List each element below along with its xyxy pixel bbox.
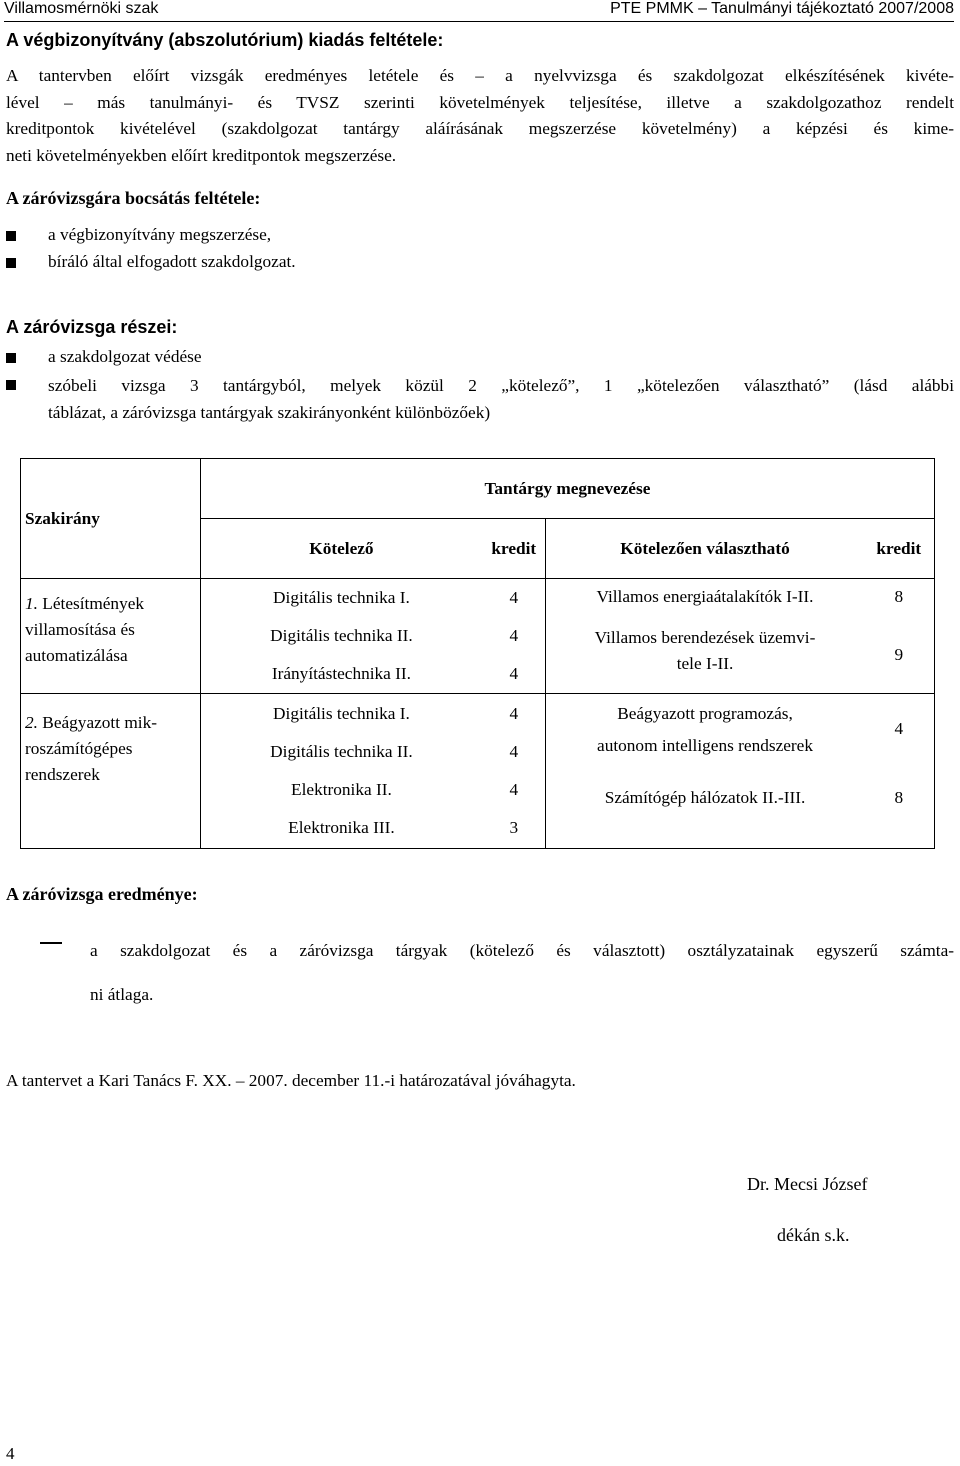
square-bullet-icon bbox=[6, 380, 16, 390]
section-title-absolutorium: A végbizonyítvány (abszolutórium) kiadás feltétele: bbox=[6, 30, 444, 50]
absolutorium-paragraph bbox=[6, 63, 954, 169]
approval-statement: A tantervet a Kari Tanács F. XX. – 2007. december 11.-i határozatával jóváhagyta. bbox=[6, 1071, 576, 1090]
signature-name: Dr. Mecsi József bbox=[747, 1174, 868, 1194]
header-tantargy-megnevezese: Tantárgy megnevezése bbox=[200, 459, 934, 519]
header-szakirany: Szakirány bbox=[21, 459, 201, 579]
valaszthato-cell: Villamos energiaátalakítók I-II. Villamos berendezések üzemvi- tele I-II. bbox=[546, 579, 864, 694]
document-page: Villamosmérnöki szak PTE PMMK – Tanulmányi tájékoztató 2007/2008 A végbizonyítvány (abszolutórium) kiadás feltétele: A tantervben előírt vizsgák eredményes letétele és – a nyelvvizsga és szakdolgozat elkészítésének kivéte- lével – más tanulmányi- és TVSZ szerinti követelmények teljesítése, illetve a szakdolgozathoz rendelt kreditpontok kivételével (szakdolgozat tantárgy aláírásának megszerzése követelmény) a képzési és kime- neti követelményekben előírt kreditpontok megszerzése. A záróvizsgára bocsátás feltétele: a végbizonyítvány megszerzése, bíráló által elfogadott szakdolgozat. A záróvizsga részei: a szakdolgozat védése szóbeli vizsga 3 tantárgyból, melyek közül 2 „kötelező”, 1 „kötelezően választható” (lásd alábbi táblázat, a záróvizsga tantárgyak szakirányonként különbözőek) Szakirány Tantárgy megnevezése Kötelező kredit Kötelezően választható kredit 1. Létesítmények villamosítása és automatizálása Digitális technika I. Digitális technika II. Irányítástechnika II. 4 4 4 Villamos energiaátalakítók I-II. Villamos berendezések üzemvi- tele I-II. 8 9 2. Beágyazott mik- roszámítógépes rendszerek Digitális technika I. Digitális technika II. Elektronika II. Elektronika III. 4 4 4 3 Beágyazott programozás, autonom intelligens rendszerek Számítógép hálózatok II.-III. 4 8 A záróvizsga eredménye: a szakdolgozat és a záróvizsga tárgyak (kötelező és választott) osztályzatainak egyszerű számta- ni átlaga. A tantervet a Kari Tanács F. XX. – 2007. december 11.-i határozatával jóváhagyta. Dr. Mecsi József dékán s.k. 4 bbox=[4, 0, 954, 1463]
signature-title: dékán s.k. bbox=[777, 1225, 850, 1245]
header-right: PTE PMMK – Tanulmányi tájékoztató 2007/2008 bbox=[610, 0, 954, 17]
header-kotelezoen-valaszthato: Kötelezően választható bbox=[546, 519, 864, 579]
valaszthato-kredit-cell: 8 9 bbox=[864, 579, 935, 694]
header-kredit: kredit bbox=[864, 519, 935, 579]
header-left: Villamosmérnöki szak bbox=[4, 0, 159, 17]
szakirany-cell: 2. Beágyazott mik- roszámítógépes rendszerek bbox=[21, 694, 201, 849]
table-row bbox=[21, 694, 935, 849]
paragraph-line: A tantervben előírt vizsgák eredményes letétele és – a nyelvvizsga és szakdolgozat elkészítésének kivéte- bbox=[6, 66, 954, 85]
paragraph-line: kreditpontok kivételével (szakdolgozat tantárgy aláírásának megszerzése követelmény) a képzési és kime- bbox=[6, 119, 954, 138]
page-header bbox=[4, 0, 954, 22]
page-number: 4 bbox=[6, 1444, 15, 1463]
kotelezo-cell: Digitális technika I. Digitális technika II. Elektronika II. Elektronika III. bbox=[200, 694, 482, 849]
paragraph-line: lével – más tanulmányi- és TVSZ szerinti követelmények teljesítése, illetve a szakdolgozathoz rendelt bbox=[6, 92, 954, 112]
table-row bbox=[21, 579, 935, 694]
kredit-cell: 4 4 4 3 bbox=[482, 694, 546, 849]
kotelezo-cell: Digitális technika I. Digitális technika II. Irányítástechnika II. bbox=[200, 579, 482, 694]
valaszthato-cell: Beágyazott programozás, autonom intelligens rendszerek Számítógép hálózatok II.-III. bbox=[546, 694, 864, 849]
header-kotelezo: Kötelező bbox=[200, 519, 482, 579]
header-kredit: kredit bbox=[482, 519, 546, 579]
section-title-zarovizsga-eredmenye: A záróvizsga eredménye: bbox=[6, 884, 198, 904]
section-title-zarovizsgara-bocsatas: A záróvizsgára bocsátás feltétele: bbox=[6, 188, 261, 208]
result-text: a szakdolgozat és a záróvizsga tárgyak (kötelező és választott) osztályzatainak egyszerű számta- ni átlaga. bbox=[90, 941, 954, 1004]
list-item: szóbeli vizsga 3 tantárgyból, melyek közül 2 „kötelező”, 1 „kötelezően választható” (lásd alábbi táblázat, a záróvizsga tantárgyak szakirányonként különbözőek) bbox=[6, 372, 954, 426]
square-bullet-icon bbox=[6, 231, 16, 241]
square-bullet-icon bbox=[6, 258, 16, 268]
paragraph-line: neti követelményekben előírt kreditpontok megszerzése. bbox=[6, 145, 397, 165]
dash-bullet-icon bbox=[40, 942, 62, 944]
section-title-zarovizsga-reszei: A záróvizsga részei: bbox=[6, 317, 178, 337]
curriculum-table bbox=[20, 458, 935, 849]
szakirany-cell: 1. Létesítmények villamosítása és automatizálása bbox=[21, 579, 201, 694]
square-bullet-icon bbox=[6, 353, 16, 363]
valaszthato-kredit-cell: 4 8 bbox=[864, 694, 935, 849]
kredit-cell: 4 4 4 bbox=[482, 579, 546, 694]
